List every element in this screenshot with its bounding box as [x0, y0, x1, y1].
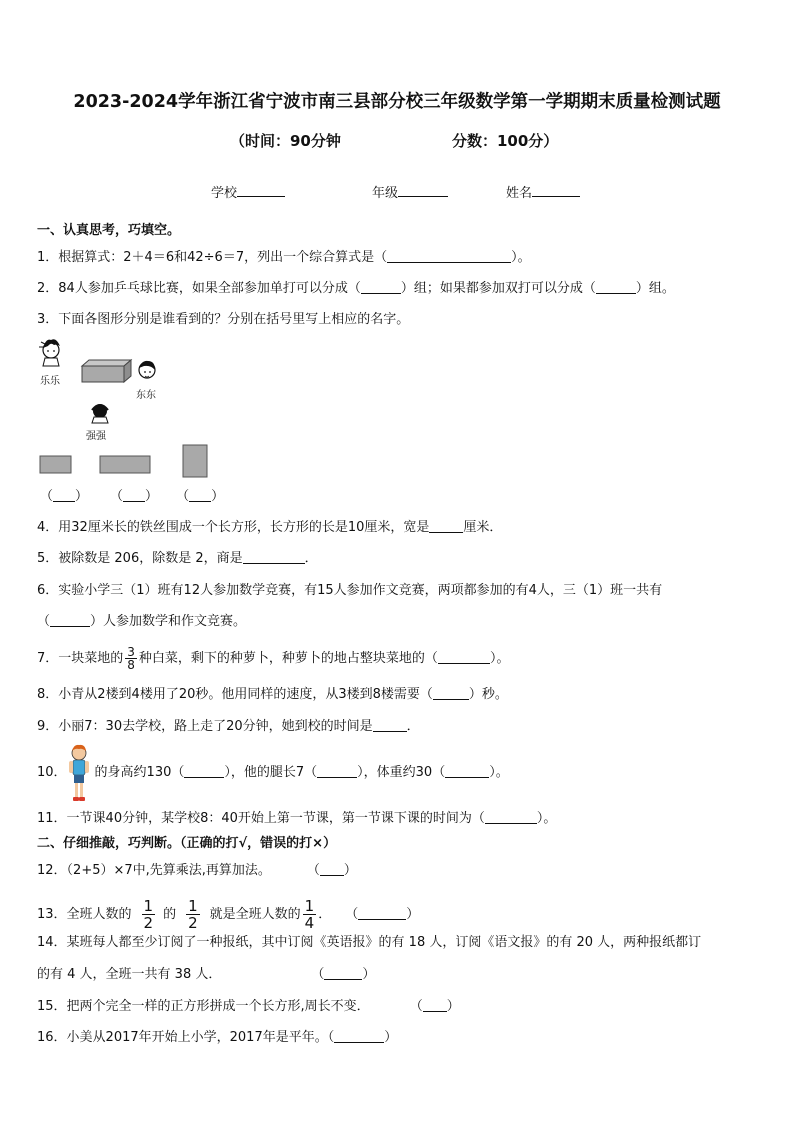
- person-dongdong-icon: [139, 361, 155, 378]
- question-10: 10． 的身高约130（ ），他的腿长7（ ），体重约30（ ）。: [37, 765, 509, 780]
- name-label: 姓名: [506, 186, 533, 201]
- answer-blank[interactable]: [361, 280, 401, 294]
- question-8: 8．小青从2楼到4楼用了20秒。他用同样的速度，从3楼到8楼需要（ ）秒。: [37, 687, 508, 702]
- school-label: 学校: [211, 186, 238, 201]
- question-1: 1．根据算式：2＋4＝6和42÷6＝7，列出一个综合算式是（ ）。: [37, 250, 531, 265]
- answer-blank[interactable]: [324, 966, 362, 980]
- question-14-line-1: 14．某班每人都至少订阅了一种报纸，其中订阅《英语报》的有 18 人，订阅《语文报》的有 20 人，两种报纸都订: [37, 935, 702, 950]
- grade-field: [372, 182, 448, 201]
- answer-blank[interactable]: [358, 906, 406, 920]
- question-9: 9．小丽7：30去学校，路上走了20分钟，她到校的时间是 ．: [37, 719, 420, 734]
- question-12: 12．（2+5）×7中,先算乘法,再算加法。 （ ）: [37, 863, 357, 878]
- answer-blank[interactable]: [123, 488, 145, 502]
- person-qiangqiang-icon: [92, 404, 108, 423]
- cuboid-shape-icon: [82, 360, 131, 382]
- question-15: 15．把两个完全一样的正方形拼成一个长方形,周长不变． （ ）: [37, 999, 460, 1014]
- view-small-rectangle: [40, 456, 71, 473]
- fraction-3-8: $\frac{3}{8}$: [127, 645, 135, 672]
- fraction-1-4: $\frac{1}{4}$: [304, 897, 315, 932]
- name-field: [506, 182, 580, 201]
- name-blank[interactable]: [532, 182, 580, 197]
- exam-score: 分数：100分）: [452, 132, 559, 150]
- answer-blank[interactable]: [423, 998, 447, 1012]
- question-2: 2．84人参加乒乓球比赛，如果全部参加单打可以分成（ ）组；如果都参加双打可以分成（ ）组。: [37, 281, 675, 296]
- answer-blank[interactable]: [387, 249, 511, 263]
- question-14-line-2: 的有 4 人，全班一共有 38 人． （ ）: [37, 967, 376, 982]
- answer-blank[interactable]: [53, 488, 75, 502]
- question-4: 4．用32厘米长的铁丝围成一个长方形，长方形的长是10厘米，宽是 厘米．: [37, 520, 503, 535]
- answer-blank[interactable]: [373, 718, 407, 732]
- answer-blank[interactable]: [485, 810, 537, 824]
- school-blank[interactable]: [237, 182, 285, 197]
- person-lele-label: 乐乐: [40, 376, 60, 387]
- question-6-line-1: 6．实验小学三（1）班有12人参加数学竞赛，有15人参加作文竞赛，两项都参加的有4人，三（1）班一共有: [37, 583, 663, 598]
- question-13: 13．全班人数的 $\frac{1}{2}$ 的 $\frac{1}{2}$ 就是全班人数的 $\frac{1}{4}$ ． （ ）: [37, 897, 420, 932]
- answer-blank[interactable]: [334, 1029, 384, 1043]
- section-1-title: 一、认真思考，巧填空。: [37, 223, 181, 238]
- question-5: 5．被除数是 206，除数是 2，商是 ．: [37, 551, 318, 566]
- fraction-1-2: $\frac{1}{2}$: [188, 897, 198, 932]
- q3-answers: （ ） （ ） （ ）: [40, 489, 225, 504]
- question-3: 3．下面各图形分别是谁看到的？分别在括号里写上相应的名字。: [37, 312, 410, 327]
- answer-blank[interactable]: [429, 519, 463, 533]
- answer-blank[interactable]: [50, 613, 90, 627]
- page-title: 2023-2024学年浙江省宁波市南三县部分校三年级数学第一学期期末质量检测试题: [73, 92, 721, 112]
- grade-label: 年级: [372, 186, 399, 201]
- view-long-rectangle: [100, 456, 150, 473]
- answer-blank[interactable]: [320, 862, 344, 876]
- section-2-title: 二、仔细推敲，巧判断。（正确的打√，错误的打×）: [37, 836, 337, 851]
- question-7: 7．一块菜地的 $\frac{3}{8}$ 种白菜，剩下的种萝卜，种萝卜的地占整块菜地的（ ）。: [37, 645, 510, 672]
- answer-blank[interactable]: [596, 280, 636, 294]
- person-lele-icon: [39, 339, 60, 366]
- school-field: [211, 182, 285, 201]
- question-11: 11．一节课40分钟，某学校8：40开始上第一节课，第一节课下课的时间为（ ）。: [37, 811, 557, 826]
- answer-blank[interactable]: [438, 650, 490, 664]
- answer-blank[interactable]: [317, 764, 357, 778]
- answer-blank[interactable]: [184, 764, 224, 778]
- person-dongdong-label: 东东: [136, 390, 156, 401]
- question-6-line-2: （ ）人参加数学和作文竞赛。: [37, 614, 247, 629]
- answer-blank[interactable]: [189, 488, 211, 502]
- person-qiangqiang-label: 强强: [86, 431, 106, 442]
- answer-blank[interactable]: [243, 550, 305, 564]
- q3-views: [38, 442, 213, 480]
- view-tall-rectangle: [183, 445, 207, 477]
- exam-time: （时间：90分钟: [230, 132, 341, 150]
- question-16: 16．小美从2017年开始上小学，2017年是平年。（ ）: [37, 1030, 398, 1045]
- grade-blank[interactable]: [398, 182, 448, 197]
- q3-perspective-figure: [34, 334, 224, 444]
- answer-blank[interactable]: [433, 686, 469, 700]
- answer-blank[interactable]: [445, 764, 489, 778]
- fraction-1-2: $\frac{1}{2}$: [143, 897, 154, 932]
